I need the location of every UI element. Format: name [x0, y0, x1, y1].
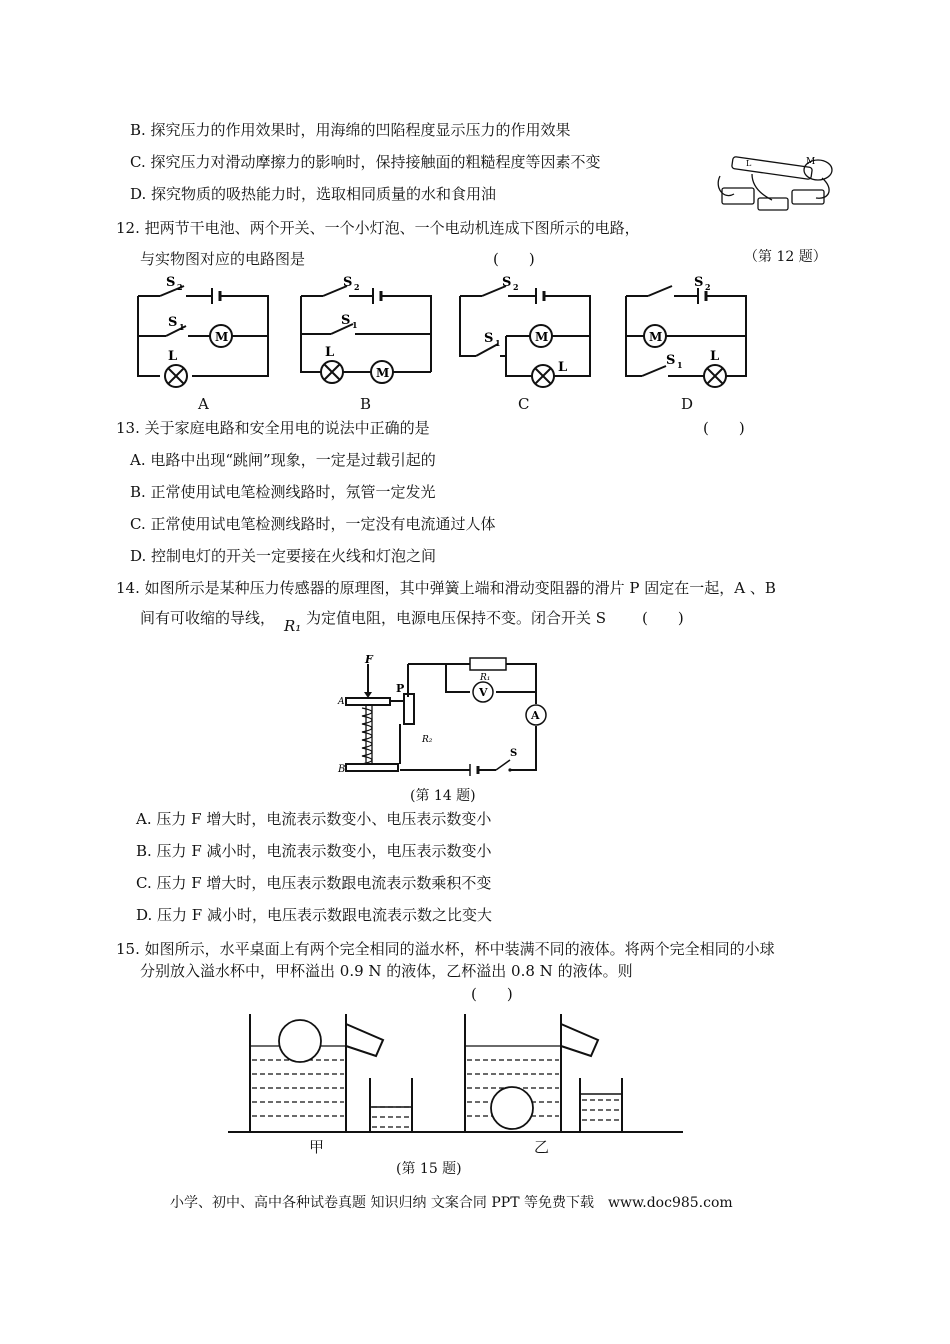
q15-label-jia: 甲	[309, 1138, 325, 1156]
q14-answer-bracket: ( )	[642, 609, 684, 627]
q13-option-d: D. 控制电灯的开关一定要接在火线和灯泡之间	[130, 547, 437, 565]
q14-caption: (第 14 题)	[410, 788, 476, 804]
q15-answer-bracket: ( )	[471, 985, 513, 1003]
q14-stem-r1: R₁	[284, 617, 302, 635]
q14-label-a: A	[338, 697, 345, 707]
q14-stem-line2a: 间有可收缩的导线，	[140, 609, 276, 627]
circuit-d	[622, 276, 762, 386]
svg-text:S: S	[168, 315, 178, 330]
svg-text:M: M	[215, 330, 229, 344]
svg-text:1: 1	[495, 338, 501, 348]
svg-text:M: M	[649, 330, 663, 344]
q14-label-v: V	[479, 686, 488, 699]
svg-text:L: L	[746, 159, 752, 168]
svg-text:L: L	[558, 360, 568, 375]
svg-text:S: S	[341, 313, 351, 328]
circuit-b	[297, 276, 437, 386]
q13-option-b: B. 正常使用试电笔检测线路时，氖管一定发光	[130, 483, 436, 501]
q15-cups-diagram	[228, 1004, 688, 1134]
q13-answer-bracket: ( )	[703, 419, 745, 437]
svg-text:L: L	[325, 345, 335, 360]
q12-stem-line1: 12. 把两节干电池、两个开关、一个小灯泡、一个电动机连成下图所示的电路，	[116, 219, 640, 237]
svg-text:2: 2	[513, 282, 519, 292]
circuit-label-c: C	[518, 395, 530, 413]
q14-label-p: P	[396, 682, 405, 695]
q14-option-a: A. 压力 F 增大时，电流表示数变小、电压表示数变小	[136, 810, 492, 828]
q15-caption: (第 15 题)	[396, 1161, 462, 1177]
q12-stem-line2: 与实物图对应的电路图是	[140, 250, 306, 268]
q11-option-b: B. 探究压力的作用效果时，用海绵的凹陷程度显示压力的作用效果	[130, 121, 571, 139]
q14-label-r1: R₁	[480, 673, 491, 683]
svg-text:L: L	[710, 349, 720, 364]
svg-text:M: M	[376, 366, 390, 380]
svg-text:2: 2	[177, 282, 183, 292]
q12-photo-figure	[712, 148, 842, 220]
q12-answer-bracket: ( )	[493, 250, 535, 268]
svg-text:S: S	[166, 275, 176, 290]
q13-option-c: C. 正常使用试电笔检测线路时，一定没有电流通过人体	[130, 515, 496, 533]
svg-text:1: 1	[677, 360, 683, 370]
svg-text:S: S	[343, 275, 353, 290]
circuit-label-d: D	[681, 395, 694, 413]
q14-stem-line2b: 为定值电阻，电源电压保持不变。闭合开关 S	[306, 609, 607, 627]
circuit-label-a: A	[198, 395, 209, 413]
svg-text:1: 1	[179, 322, 185, 332]
svg-text:S: S	[502, 275, 512, 290]
svg-text:S: S	[484, 331, 494, 346]
q14-sensor-diagram	[338, 652, 548, 778]
svg-text:S: S	[694, 275, 704, 290]
svg-text:M: M	[806, 157, 816, 167]
svg-text:2: 2	[354, 282, 360, 292]
svg-text:2: 2	[705, 282, 711, 292]
page-footer: 小学、初中、高中各种试卷真题 知识归纳 文案合同 PPT 等免费下载 www.doc985.com	[170, 1195, 733, 1211]
q12-photo-caption: （第 12 题）	[744, 249, 827, 265]
q11-option-c: C. 探究压力对滑动摩擦力的影响时，保持接触面的粗糙程度等因素不变	[130, 153, 601, 171]
q13-option-a: A. 电路中出现“跳闸”现象，一定是过载引起的	[130, 451, 436, 469]
q14-label-b: B	[338, 764, 346, 775]
svg-text:S: S	[666, 353, 676, 368]
q15-stem-line1: 15. 如图所示，水平桌面上有两个完全相同的溢水杯，杯中装满不同的液体。将两个完全相同的小球	[116, 940, 775, 958]
q14-label-r2: R₂	[422, 735, 433, 745]
q11-option-d: D. 探究物质的吸热能力时，选取相同质量的水和食用油	[130, 185, 497, 203]
q14-option-c: C. 压力 F 增大时，电压表示数跟电流表示数乘积不变	[136, 874, 492, 892]
circuit-a	[130, 276, 275, 386]
q15-label-yi: 乙	[534, 1138, 550, 1156]
q13-stem: 13. 关于家庭电路和安全用电的说法中正确的是	[116, 419, 430, 437]
circuit-c	[456, 276, 596, 386]
circuit-label-b: B	[360, 395, 372, 413]
q14-label-ammeter: A	[531, 709, 540, 722]
q14-stem-line1: 14. 如图所示是某种压力传感器的原理图，其中弹簧上端和滑动变阻器的滑片 P 固定在一起，A 、B	[116, 579, 776, 597]
q15-stem-line2: 分别放入溢水杯中，甲杯溢出 0.9 N 的液体，乙杯溢出 0.8 N 的液体。则	[140, 962, 633, 980]
svg-text:L: L	[168, 349, 178, 364]
q14-option-d: D. 压力 F 减小时，电压表示数跟电流表示数之比变大	[136, 906, 492, 924]
svg-text:1: 1	[352, 320, 358, 330]
q14-label-s: S	[510, 748, 518, 759]
svg-text:M: M	[535, 330, 549, 344]
q14-option-b: B. 压力 F 减小时，电流表示数变小，电压表示数变小	[136, 842, 492, 860]
q14-label-f: F	[365, 653, 373, 666]
